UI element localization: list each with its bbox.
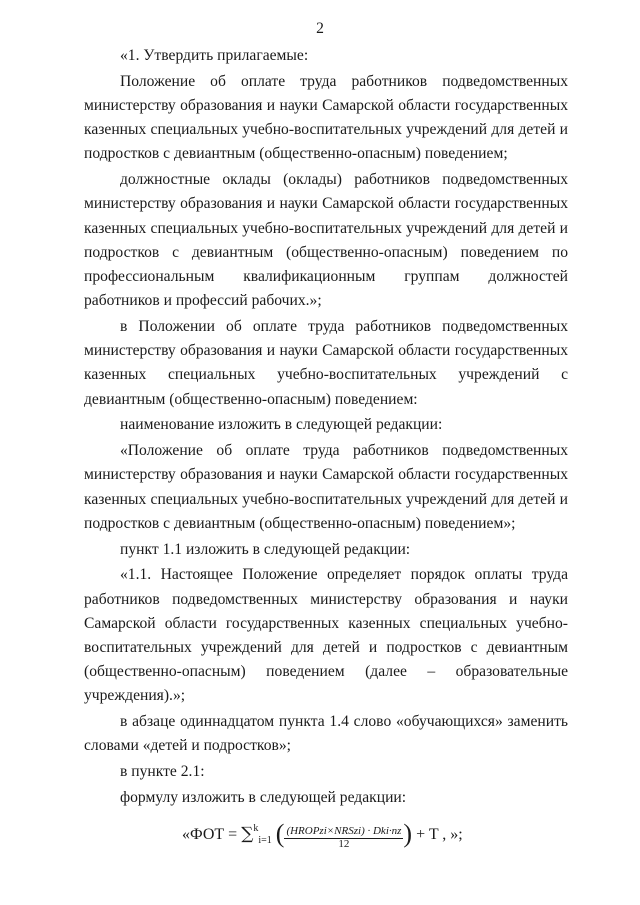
paragraph-quoted-title: «Положение об оплате труда работников подведомственных министерству образования и науки Самарской области государственных казенных специальных учебно-воспитательных учреждений для детей и подростков с девиантным (общественно-опасным) поведением»; xyxy=(84,442,568,532)
open-paren: ( xyxy=(275,819,285,849)
sum-lower: i=1 xyxy=(258,835,272,847)
formula-fraction xyxy=(284,825,403,851)
paragraph-formula-intro: формулу изложить в следующей редакции: xyxy=(120,789,407,807)
page-number: 2 xyxy=(316,20,324,37)
paragraph-title-new-edition: наименование изложить в следующей редакции: xyxy=(120,416,443,434)
formula-open-quote: « xyxy=(182,826,190,844)
paragraph-item-1-4: в абзаце одиннадцатом пункта 1.4 слово «обучающихся» заменить словами «детей и подростков»; xyxy=(84,713,568,755)
paragraph-regulation-title: Положение об оплате труда работников подведомственных министерству образования и науки Самарской области государственных казенных специальных учебно-воспитательных учреждений для детей и подростков с девиантным (общественно-опасным) поведением; xyxy=(84,72,568,163)
paragraph-item-1-1-text: «1.1. Настоящее Положение определяет порядок оплаты труда работников подведомственных министерству образования и науки Самарской области государственных казенных специальных учебно-воспитательных учреждений для детей и подростков с девиантным (общественно-опасным) поведением (далее – образовательные учреждения).»; xyxy=(84,566,568,705)
document-body xyxy=(84,44,568,856)
paragraph-item-1-1: пункт 1.1 изложить в следующей редакции: xyxy=(120,540,411,558)
paragraph-item-2-1: в пункте 2.1: xyxy=(120,763,205,781)
sum-symbol: ∑ xyxy=(241,824,254,845)
fraction-numerator: (HROPzi×NRSzi) · Dki·nz xyxy=(286,825,402,838)
formula xyxy=(84,814,568,856)
formula-equals: = xyxy=(228,826,238,844)
close-paren: ) xyxy=(403,819,413,849)
paragraph-approve: «1. Утвердить прилагаемые: xyxy=(120,47,309,64)
paragraph-in-regulation: в Положении об оплате труда работников подведомственных министерству образования и науки Самарской области государственных казенных специальных учебно-воспитательных учреждений с девиантным (общественно-опасным) поведением: xyxy=(84,318,568,408)
paragraph-salaries: должностные оклады (оклады) работников подведомственных министерству образования и науки Самарской области государственных казенных специальных учебно-воспитательных учреждений для детей и подростков с девиантным (общественно-опасным) поведением по профессиональным квалификационным группам должностей работников и профессий рабочих.»; xyxy=(84,171,568,310)
formula-lhs: ФОТ xyxy=(190,826,225,844)
sum-upper: k xyxy=(253,823,259,835)
formula-tail: + T , »; xyxy=(416,826,463,844)
fraction-denominator: 12 xyxy=(338,838,350,851)
